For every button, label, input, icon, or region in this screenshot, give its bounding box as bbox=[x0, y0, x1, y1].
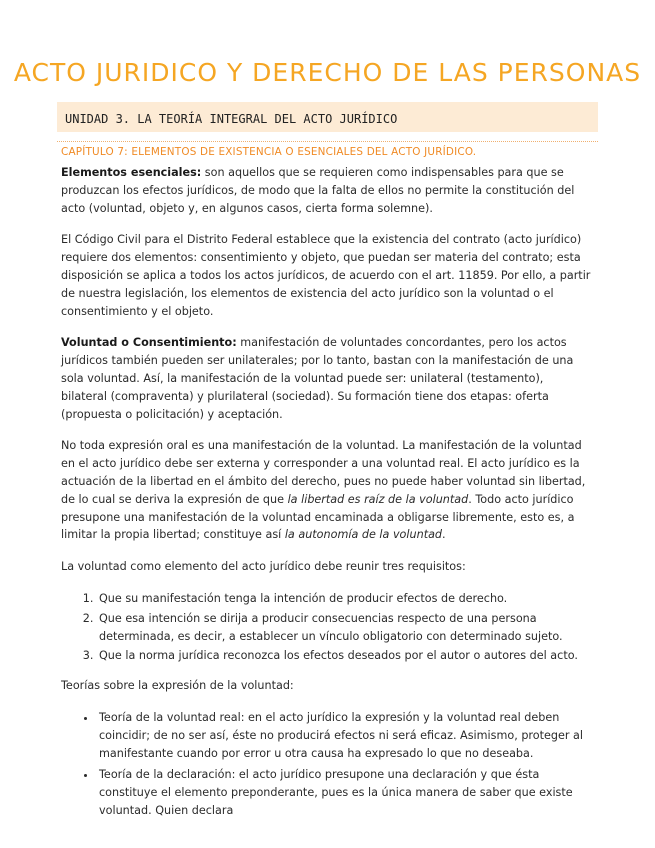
paragraph-expresion-oral bbox=[61, 437, 591, 544]
body-content bbox=[61, 164, 591, 832]
list-item: 3. Que la norma jurídica reconozca los efectos deseados por el autor o autores del acto. bbox=[97, 647, 591, 665]
paragraph-text: . bbox=[442, 528, 446, 542]
unit-title: UNIDAD 3. LA TEORÍA INTEGRAL DEL ACTO JURÍDICO bbox=[65, 112, 398, 126]
paragraph-text: son aquellos que se requieren como indispensables para que se produzcan los efectos jurídicos, de modo que la falta de ellos no permite la constitución del acto (voluntad, objeto y, en algunos casos, cierta forma solemne). bbox=[61, 166, 575, 215]
requisitos-list bbox=[61, 590, 591, 665]
paragraph-codigo-civil: El Código Civil para el Distrito Federal establece que la existencia del contrato (acto jurídico) requiere dos elementos: consentimiento y objeto, que puedan ser materia del contrato; esta disposición se aplica a todos los actos jurídicos, de acuerdo con el art. 11859. Por ello, a partir de nuestra legislación, los elementos de existencia del acto jurídico son la voluntad o el consentimiento y el objeto. bbox=[61, 233, 591, 318]
dotted-divider bbox=[57, 141, 598, 142]
paragraph-voluntad bbox=[61, 334, 591, 423]
term-elementos-esenciales: Elementos esenciales: bbox=[61, 166, 202, 179]
teorias-list bbox=[61, 709, 591, 820]
paragraph-text: manifestación de voluntades concordantes, pero los actos jurídicos también pueden ser unilaterales; por lo tanto, bastan con la manifestación de una sola voluntad. Así, la manifestación de la voluntad puede ser: unilateral (testamento), bilateral (compraventa) y plurilateral (sociedad). Su formación tiene dos etapas: oferta (propuesta o policitación) y aceptación. bbox=[61, 336, 574, 421]
paragraph-text: . Todo acto jurídico presupone una manifestación de la voluntad encaminada a obligarse libremente, esto es, a limitar la propia libertad; constituye así bbox=[61, 492, 575, 542]
term-voluntad: Voluntad o Consentimiento: bbox=[61, 336, 237, 350]
list-item: 1. Que su manifestación tenga la intención de producir efectos de derecho. bbox=[97, 590, 591, 608]
list-item: • Teoría de la declaración: el acto jurídico presupone una declaración y que ésta constituye el elemento preponderante, pues es la única manera de saber que existe voluntad. Quien declara bbox=[97, 766, 591, 819]
document-title: ACTO JURIDICO Y DERECHO DE LAS PERSONAS bbox=[13, 58, 642, 87]
paragraph-requisitos-intro: La voluntad como elemento del acto jurídico debe reunir tres requisitos: bbox=[61, 560, 466, 574]
paragraph-elementos-esenciales bbox=[61, 164, 591, 217]
paragraph-teorias-intro: Teorías sobre la expresión de la voluntad: bbox=[61, 679, 294, 693]
chapter-heading: CAPÍTULO 7: ELEMENTOS DE EXISTENCIA O ESENCIALES DEL ACTO JURÍDICO. bbox=[61, 146, 477, 158]
italic-phrase: la libertad es raíz de la voluntad bbox=[287, 492, 469, 506]
list-item: • Teoría de la voluntad real: en el acto jurídico la expresión y la voluntad real deben coincidir; de no ser así, éste no producirá efectos ni será eficaz. Asimismo, proteger al manifestante cuando por error u otra causa ha expresado lo que no deseaba. bbox=[97, 709, 591, 762]
unit-header bbox=[57, 102, 598, 132]
italic-phrase: la autonomía de la voluntad bbox=[284, 528, 443, 542]
paragraph-text: No toda expresión oral es una manifestación de la voluntad. La manifestación de la voluntad en el acto jurídico debe ser externa y corresponder a una voluntad real. El acto jurídico es la actuación de la libertad en el ámbito del derecho, pues no puede haber voluntad sin libertad, de lo cual se deriva la expresión de que bbox=[61, 439, 586, 506]
list-item: 2. Que esa intención se dirija a producir consecuencias respecto de una persona determinada, es decir, a establecer un vínculo obligatorio con determinado sujeto. bbox=[97, 610, 591, 646]
